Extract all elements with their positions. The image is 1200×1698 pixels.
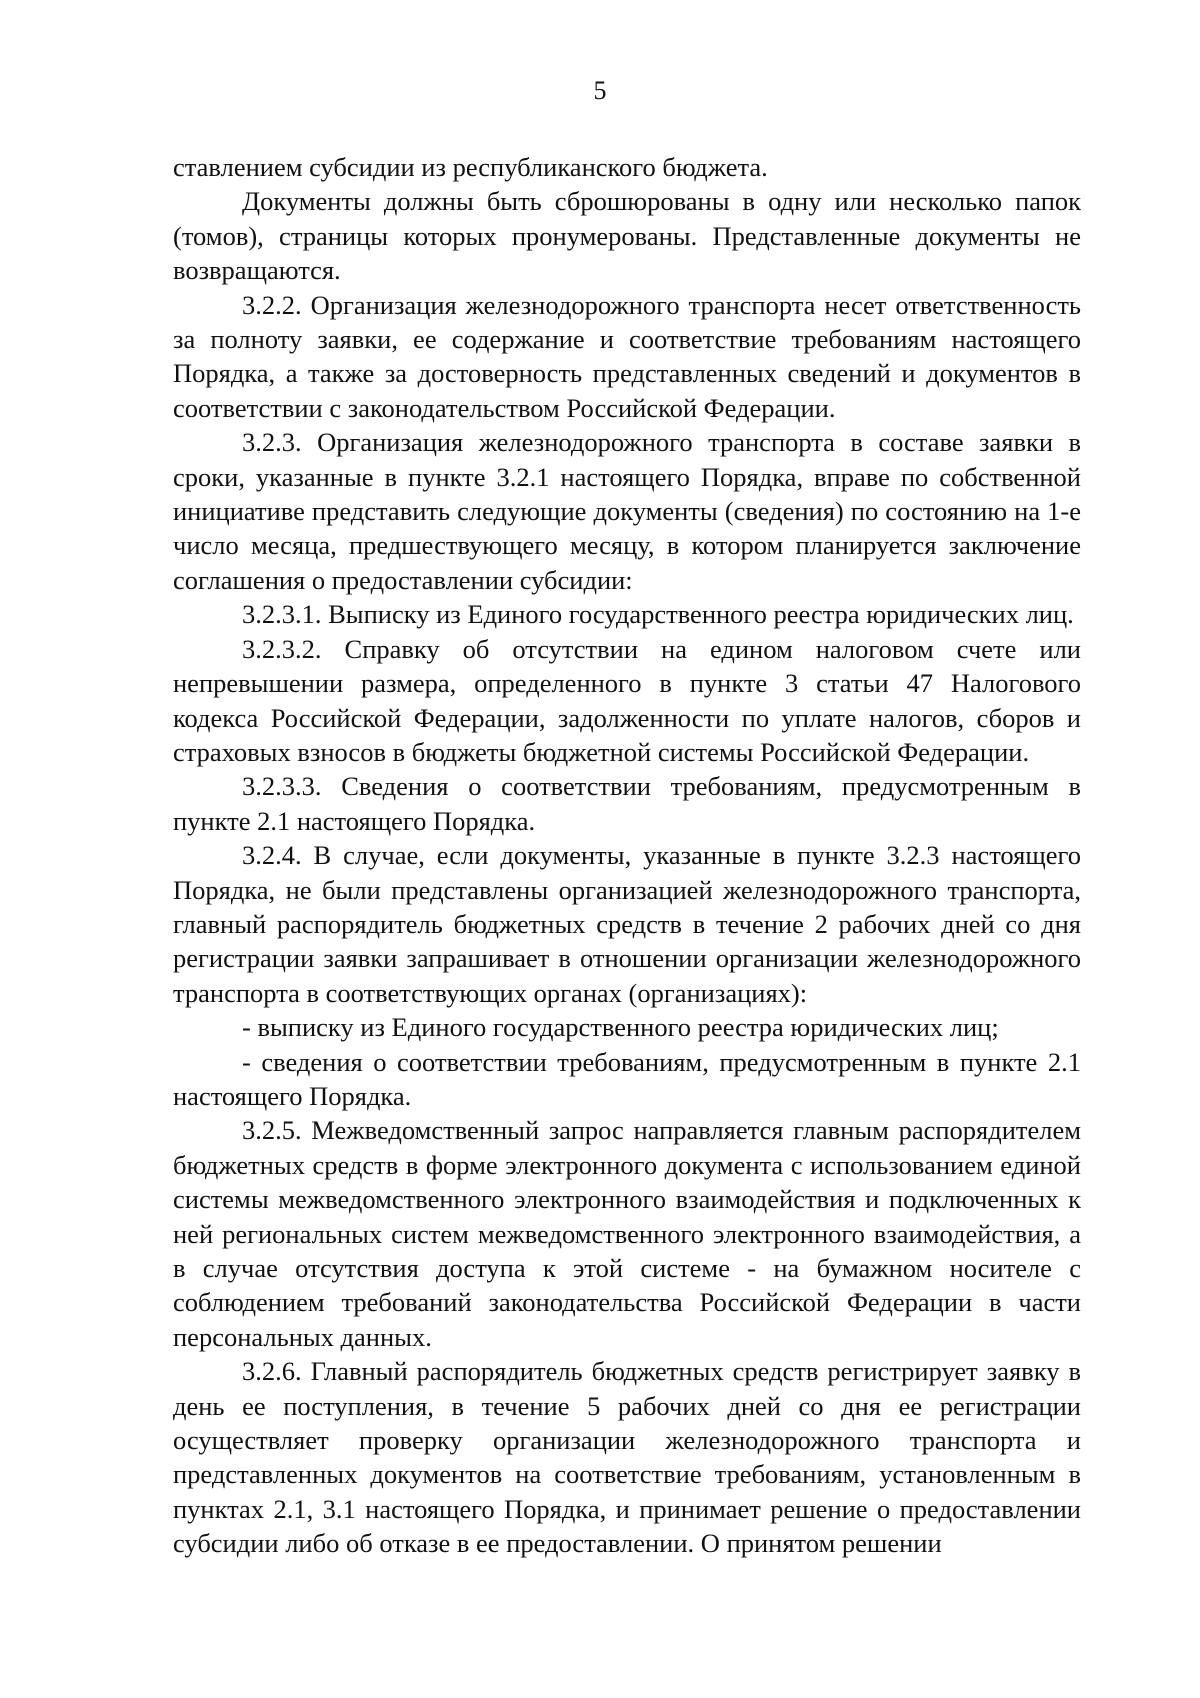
list-item-compliance: - сведения о соответствии требованиям, предусмотренным в пункте 2.1 настоящего Порядка.: [173, 1046, 1081, 1111]
paragraph-3-2-4: 3.2.4. В случае, если документы, указанные в пункте 3.2.3 настоящего Порядка, не были представлены организацией железнодорожного транспорта, главный распорядитель бюджетных средств в течение 2 рабочих дней со дня регистрации заявки запрашивает в отношении организации железнодорожного транспорта в соответствующих органах (организациях):: [173, 840, 1081, 1008]
paragraph-continuation: ставлением субсидии из республиканского бюджета.: [173, 152, 768, 182]
page-number: 5: [593, 76, 607, 105]
paragraph-3-2-6: 3.2.6. Главный распорядитель бюджетных средств регистрирует заявку в день ее поступления, в течение 5 рабочих дней со дня ее регистрации осуществляет проверку организации железнодорожного транспорта и представленных документов на соответствие требованиям, установленным в пунктах 2.1, 3.1 настоящего Порядка, и принимает решение о предоставлении субсидии либо об отказе в ее предоставлении. О принятом решении: [173, 1356, 1081, 1559]
paragraph-3-2-5: 3.2.5. Межведомственный запрос направляется главным распорядителем бюджетных средств в форме электронного документа с использованием единой системы межведомственного электронного взаимодействия и подключенных к ней региональных систем межведомственного электронного взаимодействия, а в случае отсутствия доступа к этой системе - на бумажном носителе с соблюдением требований законодательства Российской Федерации в части персональных данных.: [173, 1115, 1081, 1352]
document-body: [173, 150, 1081, 1561]
paragraph-3-2-3: 3.2.3. Организация железнодорожного транспорта в составе заявки в сроки, указанные в пункте 3.2.1 настоящего Порядка, вправе по собственной инициативе представить следующие документы (сведения) по состоянию на 1-е число месяца, предшествующего месяцу, в котором планируется заключение соглашения о предоставлении субсидии:: [173, 427, 1081, 595]
paragraph-3-2-3-2: 3.2.3.2. Справку об отсутствии на едином налоговом счете или непревышении размера, определенного в пункте 3 статьи 47 Налогового кодекса Российской Федерации, задолженности по уплате налогов, сборов и страховых взносов в бюджеты бюджетной системы Российской Федерации.: [173, 633, 1081, 767]
list-item-extract: - выписку из Единого государственного реестра юридических лиц;: [242, 1012, 999, 1043]
paragraph-3-2-2: 3.2.2. Организация железнодорожного транспорта несет ответственность за полноту заявки, ее содержание и соответствие требованиям настоящего Порядка, а также за достоверность представленных сведений и документов в соответствии с законодательством Российской Федерации.: [173, 289, 1081, 423]
paragraph-3-2-3-3: 3.2.3.3. Сведения о соответствии требованиям, предусмотренным в пункте 2.1 настоящего Порядка.: [173, 771, 1081, 836]
paragraph-documents-binding: Документы должны быть сброшюрованы в одну или несколько папок (томов), страницы которых пронумерованы. Представленные документы не возвращаются.: [173, 186, 1081, 286]
paragraph-3-2-3-1: 3.2.3.1. Выписку из Единого государственного реестра юридических лиц.: [242, 599, 1074, 630]
